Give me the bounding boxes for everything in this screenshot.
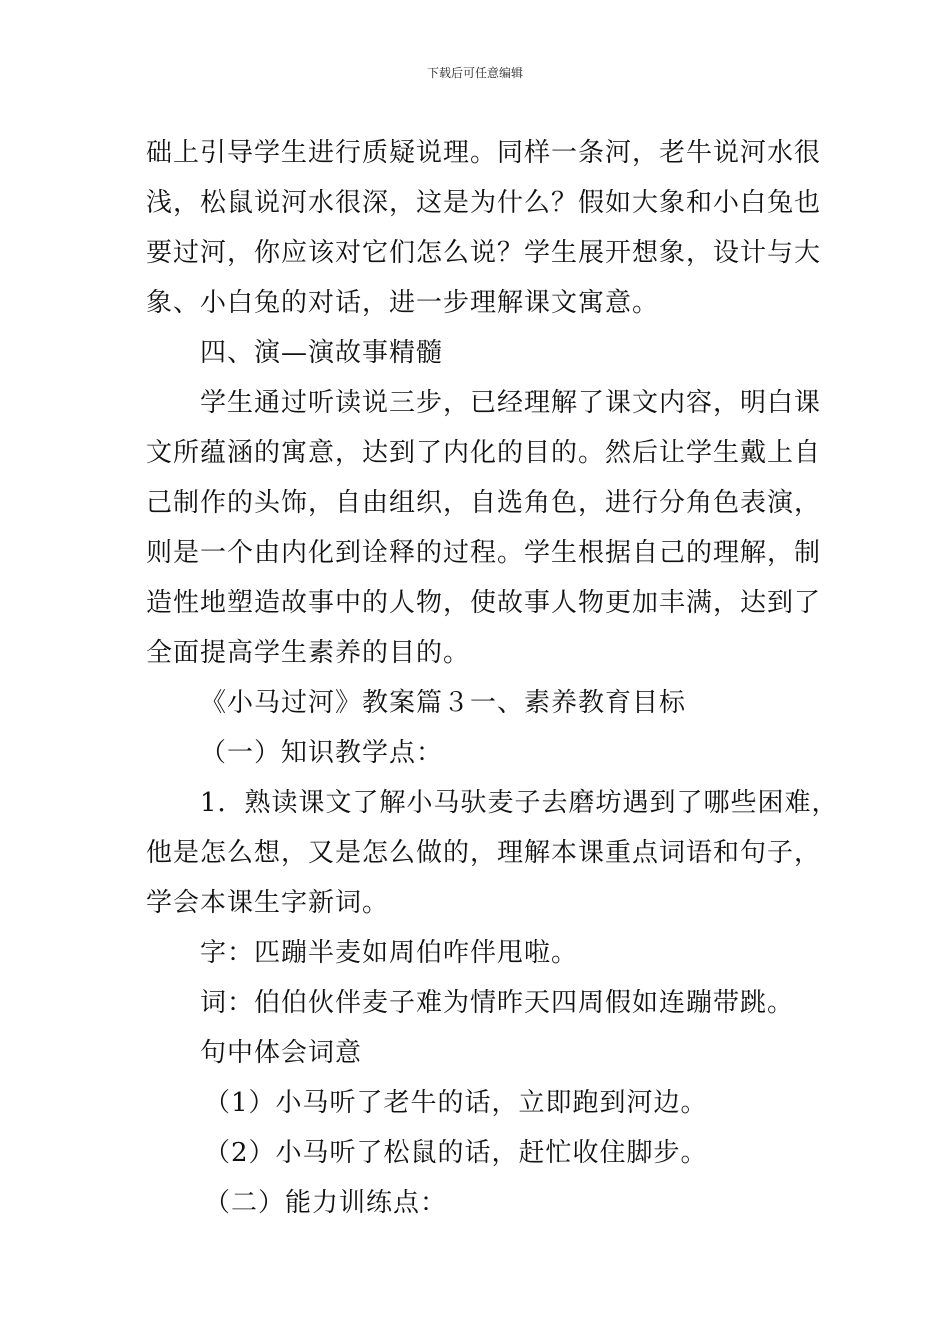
text-line: 句中体会词意 [200,1038,363,1068]
subsection-heading: （二）能力训练点： [204,1188,448,1218]
text-line: 则是一个由内化到诠释的过程。学生根据自己的理解，制 [146,538,822,568]
text-line: 学会本课生字新词。 [146,888,390,918]
list-item: （2）小马听了松鼠的话，赶忙收住脚步。 [204,1138,708,1168]
text-line: 己制作的头饰，自由组织，自选角色，进行分角色表演， [146,488,822,518]
section-heading: 四、演—演故事精髓 [200,338,444,368]
text-line: 学生通过听读说三步，已经理解了课文内容，明白课 [200,388,822,418]
text-line: 全面提高学生素养的目的。 [146,638,471,668]
text-line: 词：伯伯伙伴麦子难为情昨天四周假如连蹦带跳。 [200,988,795,1018]
document-body [146,128,839,1228]
text-line: 象、小白兔的对话，进一步理解课文寓意。 [146,288,660,318]
text-line: 础上引导学生进行质疑说理。同样一条河，老牛说河水很 [146,138,822,168]
page-header: 下载后可任意编辑 [426,66,523,80]
lesson-title: 《小马过河》教案篇３一、素养教育目标 [200,688,687,718]
text-line: 文所蕴涵的寓意，达到了内化的目的。然后让学生戴上自 [146,438,822,468]
text-line: 他是怎么想，又是怎么做的，理解本课重点词语和句子， [146,838,822,868]
text-line: 浅，松鼠说河水很深，这是为什么？假如大象和小白兔也 [146,188,822,218]
text-line: 造性地塑造故事中的人物，使故事人物更加丰满，达到了 [146,588,822,618]
list-item: （1）小马听了老牛的话，立即跑到河边。 [204,1088,708,1118]
text-line: 1．熟读课文了解小马驮麦子去磨坊遇到了哪些困难， [200,788,839,818]
text-line: 要过河，你应该对它们怎么说？学生展开想象，设计与大 [146,238,822,268]
text-line: 字：匹蹦半麦如周伯咋伴甩啦。 [200,938,579,968]
subsection-heading: （一）知识教学点： [200,738,444,768]
